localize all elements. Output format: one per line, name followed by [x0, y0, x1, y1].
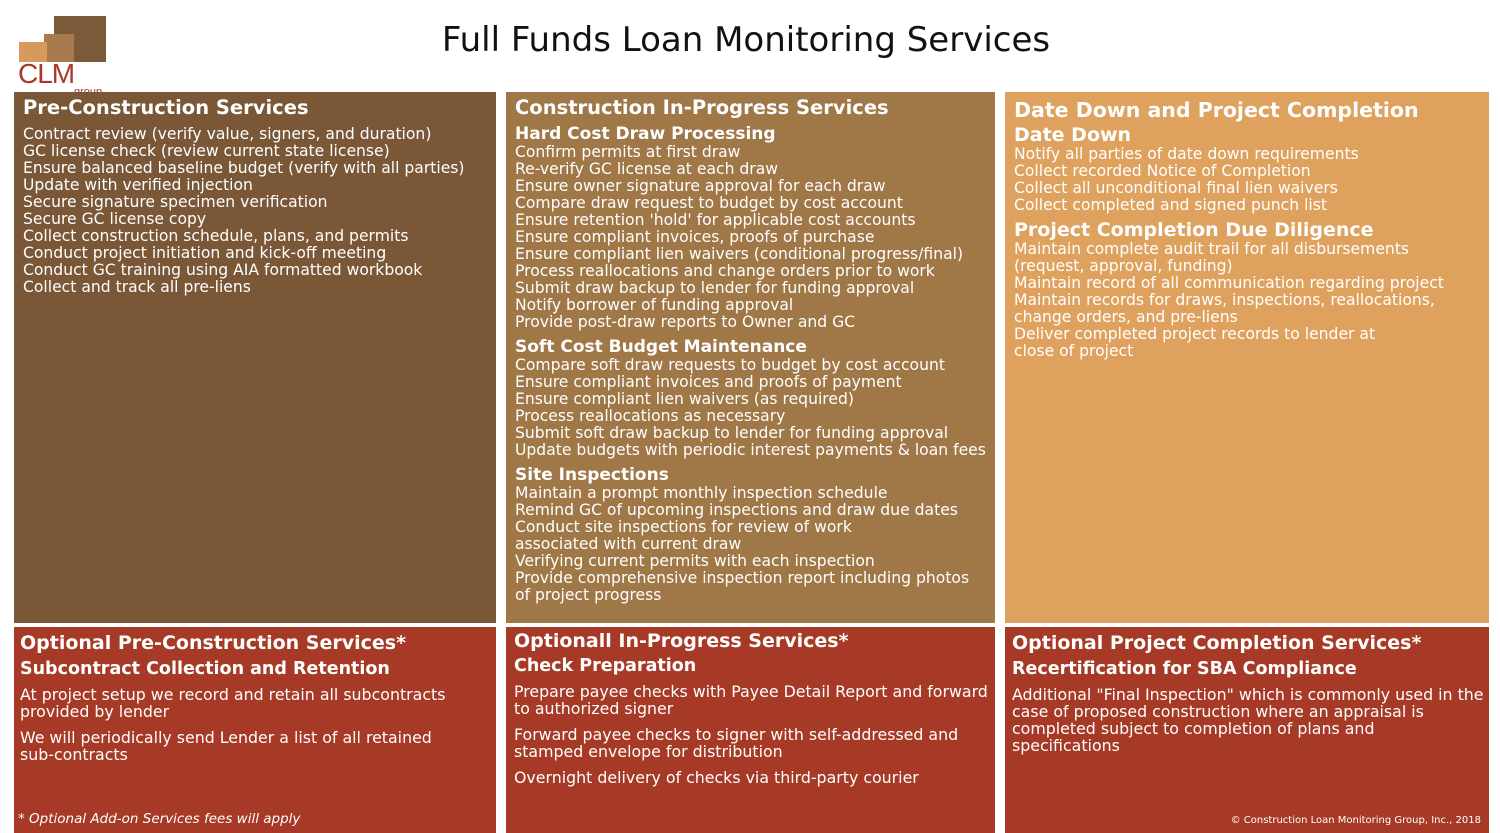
list-item: Update budgets with periodic interest payments & loan fees	[515, 441, 986, 459]
list-item: GC license check (review current state license)	[23, 142, 390, 160]
list-item: Provide post-draw reports to Owner and GC	[515, 313, 856, 331]
list-item: Maintain complete audit trail for all disbursements	[1014, 240, 1410, 258]
in-progress-panel	[506, 92, 995, 623]
soft-cost-title: Soft Cost Budget Maintenance	[515, 337, 807, 357]
list-item: Ensure balanced baseline budget (verify with all parties)	[23, 159, 465, 177]
list-item: Maintain record of all communication regarding project	[1014, 274, 1444, 292]
optional-pre-title: Optional Pre-Construction Services*	[20, 632, 407, 654]
list-item: Ensure compliant lien waivers (conditional progress/final)	[515, 245, 964, 263]
page-title: Full Funds Loan Monitoring Services	[441, 20, 1051, 60]
pre-construction-panel	[14, 92, 496, 623]
date-down-list	[1014, 146, 1489, 214]
optional-progress-para-1: Prepare payee checks with Payee Detail Report and forward to authorized signer	[514, 682, 988, 718]
list-item: Ensure owner signature approval for each draw	[515, 177, 886, 195]
copyright: © Construction Loan Monitoring Group, Inc., 2018	[1230, 815, 1481, 826]
list-item: Maintain a prompt monthly inspection schedule	[515, 484, 888, 502]
list-item: Compare draw request to budget by cost account	[515, 194, 903, 212]
date-down-title: Date Down	[1014, 124, 1132, 146]
list-item: Secure GC license copy	[23, 210, 207, 228]
list-item: of project progress	[515, 586, 662, 604]
optional-pre-para-2: We will periodically send Lender a list of all retained sub-contracts	[20, 728, 432, 764]
list-item: Submit soft draw backup to lender for funding approval	[515, 424, 949, 442]
pre-construction-list	[23, 126, 496, 296]
optional-completion-subtitle: Recertification for SBA Compliance	[1012, 659, 1357, 679]
list-item: Collect construction schedule, plans, and permits	[23, 227, 409, 245]
due-diligence-title: Project Completion Due Diligence	[1014, 219, 1374, 241]
optional-progress-title: Optionall In-Progress Services*	[514, 630, 849, 652]
optional-completion-para-1: Additional "Final Inspection" which is commonly used in the case of proposed construction where an appraisal is completed subject to completion of plans and specifications	[1012, 685, 1484, 755]
completion-panel	[1005, 92, 1489, 623]
list-item: Ensure compliant invoices and proofs of payment	[515, 373, 902, 391]
list-item: Maintain records for draws, inspections, reallocations,	[1014, 291, 1435, 309]
list-item: Submit draw backup to lender for funding approval	[515, 279, 915, 297]
list-item: Collect recorded Notice of Completion	[1014, 162, 1311, 180]
optional-progress-panel	[506, 627, 995, 833]
list-item: Conduct site inspections for review of work	[515, 518, 852, 536]
pre-construction-title: Pre-Construction Services	[23, 96, 309, 119]
list-item: Ensure compliant lien waivers (as required)	[515, 390, 854, 408]
list-item: Secure signature specimen verification	[23, 193, 328, 211]
list-item: Deliver completed project records to lender at	[1014, 325, 1376, 343]
list-item: Collect all unconditional final lien waivers	[1014, 179, 1338, 197]
hard-cost-list	[515, 144, 995, 331]
optional-pre-para-1: At project setup we record and retain all subcontracts provided by lender	[20, 685, 446, 721]
in-progress-title: Construction In-Progress Services	[515, 96, 889, 119]
hard-cost-title: Hard Cost Draw Processing	[515, 124, 776, 144]
optional-progress-para-3: Overnight delivery of checks via third-party courier	[514, 768, 919, 787]
list-item: Provide comprehensive inspection report including photos	[515, 569, 970, 587]
fees-note: * Optional Add-on Services fees will apply	[18, 811, 301, 827]
list-item: Contract review (verify value, signers, and duration)	[23, 125, 432, 143]
list-item: close of project	[1014, 342, 1134, 360]
list-item: Compare soft draw requests to budget by cost account	[515, 356, 945, 374]
list-item: Ensure compliant invoices, proofs of purchase	[515, 228, 875, 246]
list-item: Re-verify GC license at each draw	[515, 160, 779, 178]
optional-progress-subtitle: Check Preparation	[514, 656, 697, 676]
completion-title: Date Down and Project Completion	[1014, 98, 1419, 122]
list-item: change orders, and pre-liens	[1014, 308, 1238, 326]
list-item: Confirm permits at first draw	[515, 143, 741, 161]
list-item: Update with verified injection	[23, 176, 253, 194]
optional-completion-title: Optional Project Completion Services*	[1012, 632, 1422, 654]
list-item: (request, approval, funding)	[1014, 257, 1233, 275]
logo-text: CLM	[18, 58, 75, 89]
list-item: Collect completed and signed punch list	[1014, 196, 1327, 214]
optional-progress-para-2: Forward payee checks to signer with self-addressed and stamped envelope for distribution	[514, 725, 959, 761]
site-inspections-list	[515, 485, 995, 604]
list-item: Remind GC of upcoming inspections and draw due dates	[515, 501, 958, 519]
list-item: Conduct GC training using AIA formatted workbook	[23, 261, 423, 279]
optional-completion-panel	[1005, 627, 1489, 833]
list-item: Notify borrower of funding approval	[515, 296, 794, 314]
list-item: Process reallocations as necessary	[515, 407, 786, 425]
soft-cost-list	[515, 357, 995, 459]
list-item: Conduct project initiation and kick-off meeting	[23, 244, 387, 262]
site-inspections-title: Site Inspections	[515, 465, 669, 485]
list-item: associated with current draw	[515, 535, 742, 553]
list-item: Collect and track all pre-liens	[23, 278, 251, 296]
list-item: Verifying current permits with each inspection	[515, 552, 875, 570]
list-item: Ensure retention 'hold' for applicable cost accounts	[515, 211, 916, 229]
list-item: Process reallocations and change orders prior to work	[515, 262, 935, 280]
optional-pre-subtitle: Subcontract Collection and Retention	[20, 659, 390, 679]
list-item: Notify all parties of date down requirements	[1014, 145, 1359, 163]
optional-pre-panel	[14, 627, 496, 833]
due-diligence-list	[1014, 241, 1489, 360]
